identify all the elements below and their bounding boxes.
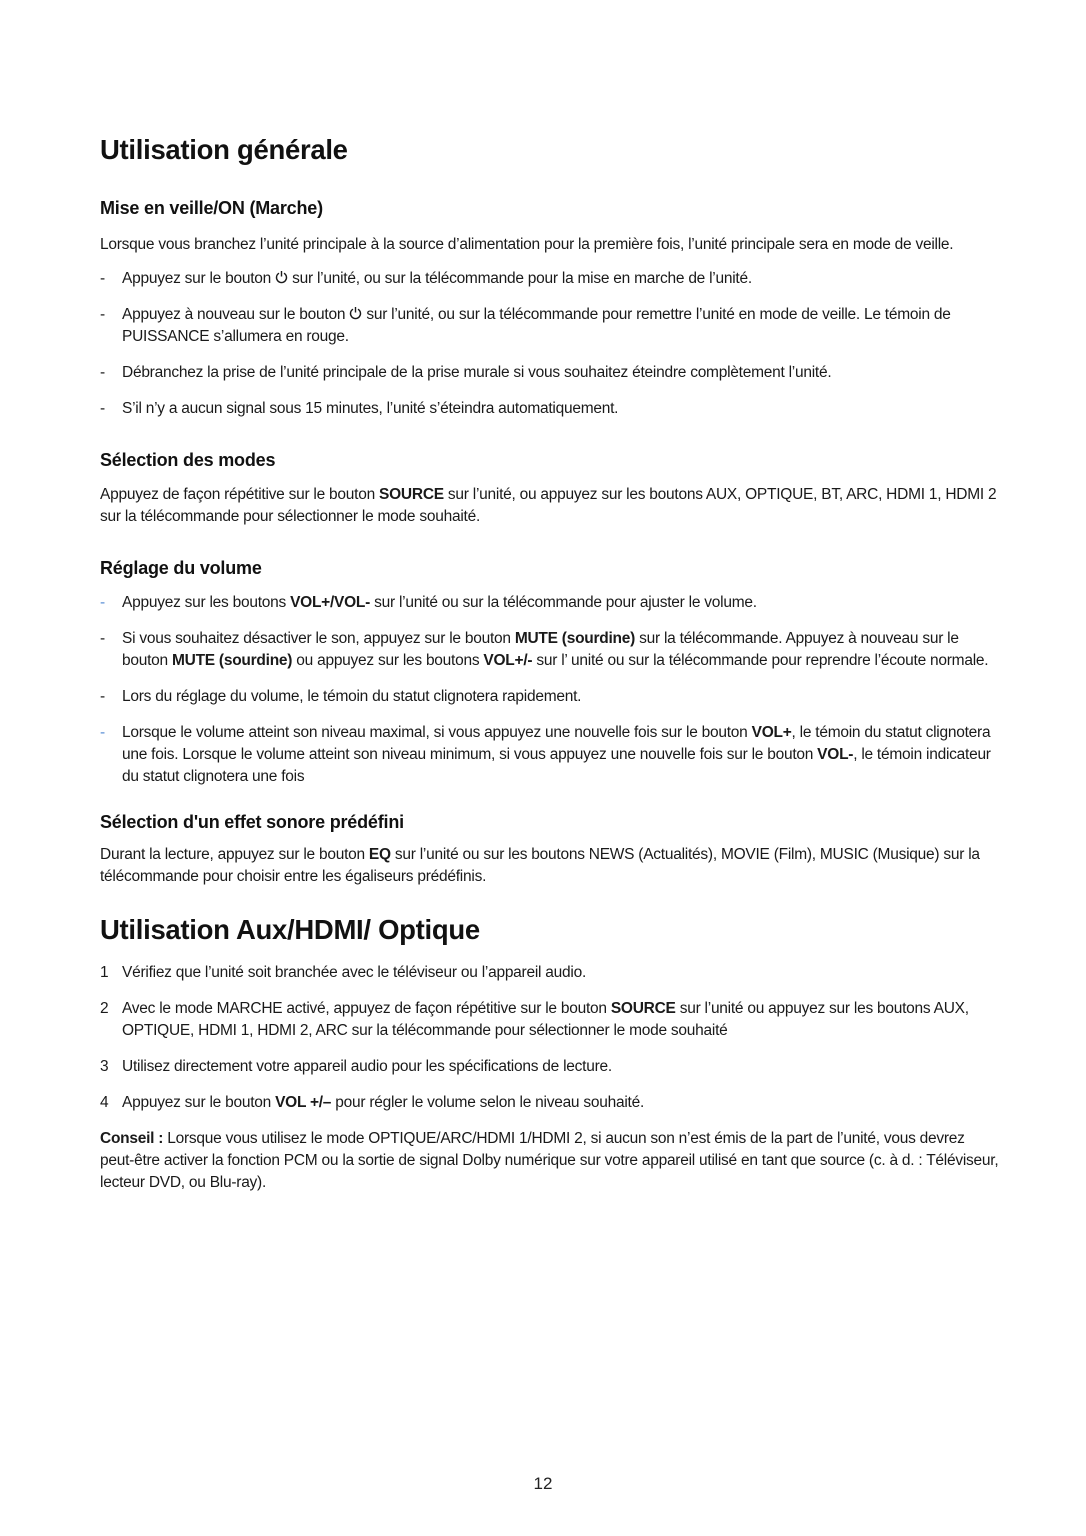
tip-paragraph: Conseil : Lorsque vous utilisez le mode OPTIQUE/ARC/HDMI 1/HDMI 2, si aucun son n’est émis de la part de l’unité, vous devrez peut-être activer la fonction PCM ou la sortie de signal Dolby numérique sur votre appareil utilisé en tant que source (c. à d. : Téléviseur, lecteur DVD, ou Blu-ray). xyxy=(100,1130,999,1191)
power-icon xyxy=(275,268,288,290)
page-number: 12 xyxy=(533,1474,553,1493)
dash-marker: - xyxy=(100,630,105,647)
dash-marker: - xyxy=(100,364,105,381)
dash-marker: - xyxy=(100,688,105,705)
step-number: 3 xyxy=(100,1058,109,1075)
heading-standby: Mise en veille/ON (Marche) xyxy=(100,198,323,218)
standby-intro: Lorsque vous branchez l’unité principale à la source d’alimentation pour la première fois, l’unité principale sera en mode de veille. xyxy=(100,236,954,253)
sound-effect-text: Durant la lecture, appuyez sur le bouton EQ sur l’unité ou sur les boutons NEWS (Actualités), MOVIE (Film), MUSIC (Musique) sur la télécommande pour choisir entre les égaliseurs prédéfinis. xyxy=(100,846,980,885)
heading-volume: Réglage du volume xyxy=(100,558,262,578)
volume-list xyxy=(100,592,1000,788)
list-item: - Lorsque le volume atteint son niveau maximal, si vous appuyez une nouvelle fois sur le bouton VOL+, le témoin du statut clignotera une fois. Lorsque le volume atteint son niveau minimum, si vous appuyez une nouvelle fois sur le bouton VOL-, le témoin indicateur du statut clignotera une fois xyxy=(100,724,991,785)
step-item: 3 Utilisez directement votre appareil audio pour les spécifications de lecture. xyxy=(100,1056,1000,1078)
power-icon xyxy=(349,304,362,326)
section-title-aux-hdmi: Utilisation Aux/HDMI/ Optique xyxy=(100,914,480,945)
page-content xyxy=(100,132,1000,1194)
heading-sound-effect: Sélection d'un effet sonore prédéfini xyxy=(100,812,404,832)
list-item: - Si vous souhaitez désactiver le son, appuyez sur le bouton MUTE (sourdine) sur la télécommande. Appuyez à nouveau sur le bouton MUTE (sourdine) ou appuyez sur les boutons VOL+/- sur l’ unité ou sur la télécommande pour reprendre l’écoute normale. xyxy=(100,630,989,669)
list-item: - Appuyez à nouveau sur le bouton sur l’unité, ou sur la télécommande pour remettre l’unité en mode de veille. Le témoin de PUISSANCE s’allumera en rouge. xyxy=(100,306,951,345)
dash-marker: - xyxy=(100,270,105,287)
section-title-general-use: Utilisation générale xyxy=(100,134,348,165)
step-number: 1 xyxy=(100,964,109,981)
dash-marker: - xyxy=(100,594,105,611)
mode-selection-text: Appuyez de façon répétitive sur le bouton SOURCE sur l’unité, ou appuyez sur les boutons AUX, OPTIQUE, BT, ARC, HDMI 1, HDMI 2 sur la télécommande pour sélectionner le mode souhaité. xyxy=(100,486,997,525)
heading-mode-selection: Sélection des modes xyxy=(100,450,276,470)
list-item: - Débranchez la prise de l’unité principale de la prise murale si vous souhaitez éteindre complètement l’unité. xyxy=(100,362,1000,384)
step-item: 1 Vérifiez que l’unité soit branchée avec le téléviseur ou l’appareil audio. xyxy=(100,962,1000,984)
list-item: - S’il n’y a aucun signal sous 15 minutes, l’unité s’éteindra automatiquement. xyxy=(100,398,1000,420)
dash-marker: - xyxy=(100,724,105,741)
step-item: 2 Avec le mode MARCHE activé, appuyez de façon répétitive sur le bouton SOURCE sur l’unité ou appuyez sur les boutons AUX, OPTIQUE, HDMI 1, HDMI 2, ARC sur la télécommande pour sélectionner le mode souhaité xyxy=(100,1000,969,1039)
dash-marker: - xyxy=(100,306,105,323)
list-item: - Lors du réglage du volume, le témoin du statut clignotera rapidement. xyxy=(100,686,1000,708)
step-number: 2 xyxy=(100,1000,109,1017)
step-item: 4 Appuyez sur le bouton VOL +/– pour régler le volume selon le niveau souhaité. xyxy=(100,1092,1000,1114)
dash-marker: - xyxy=(100,400,105,417)
standby-list xyxy=(100,268,1000,420)
list-item: - Appuyez sur les boutons VOL+/VOL- sur l’unité ou sur la télécommande pour ajuster le volume. xyxy=(100,592,1000,614)
step-number: 4 xyxy=(100,1094,109,1111)
tip-label: Conseil : xyxy=(100,1130,164,1147)
list-item: - Appuyez sur le bouton sur l’unité, ou sur la télécommande pour la mise en marche de l’unité. xyxy=(100,268,1000,290)
aux-steps xyxy=(100,962,1000,1114)
